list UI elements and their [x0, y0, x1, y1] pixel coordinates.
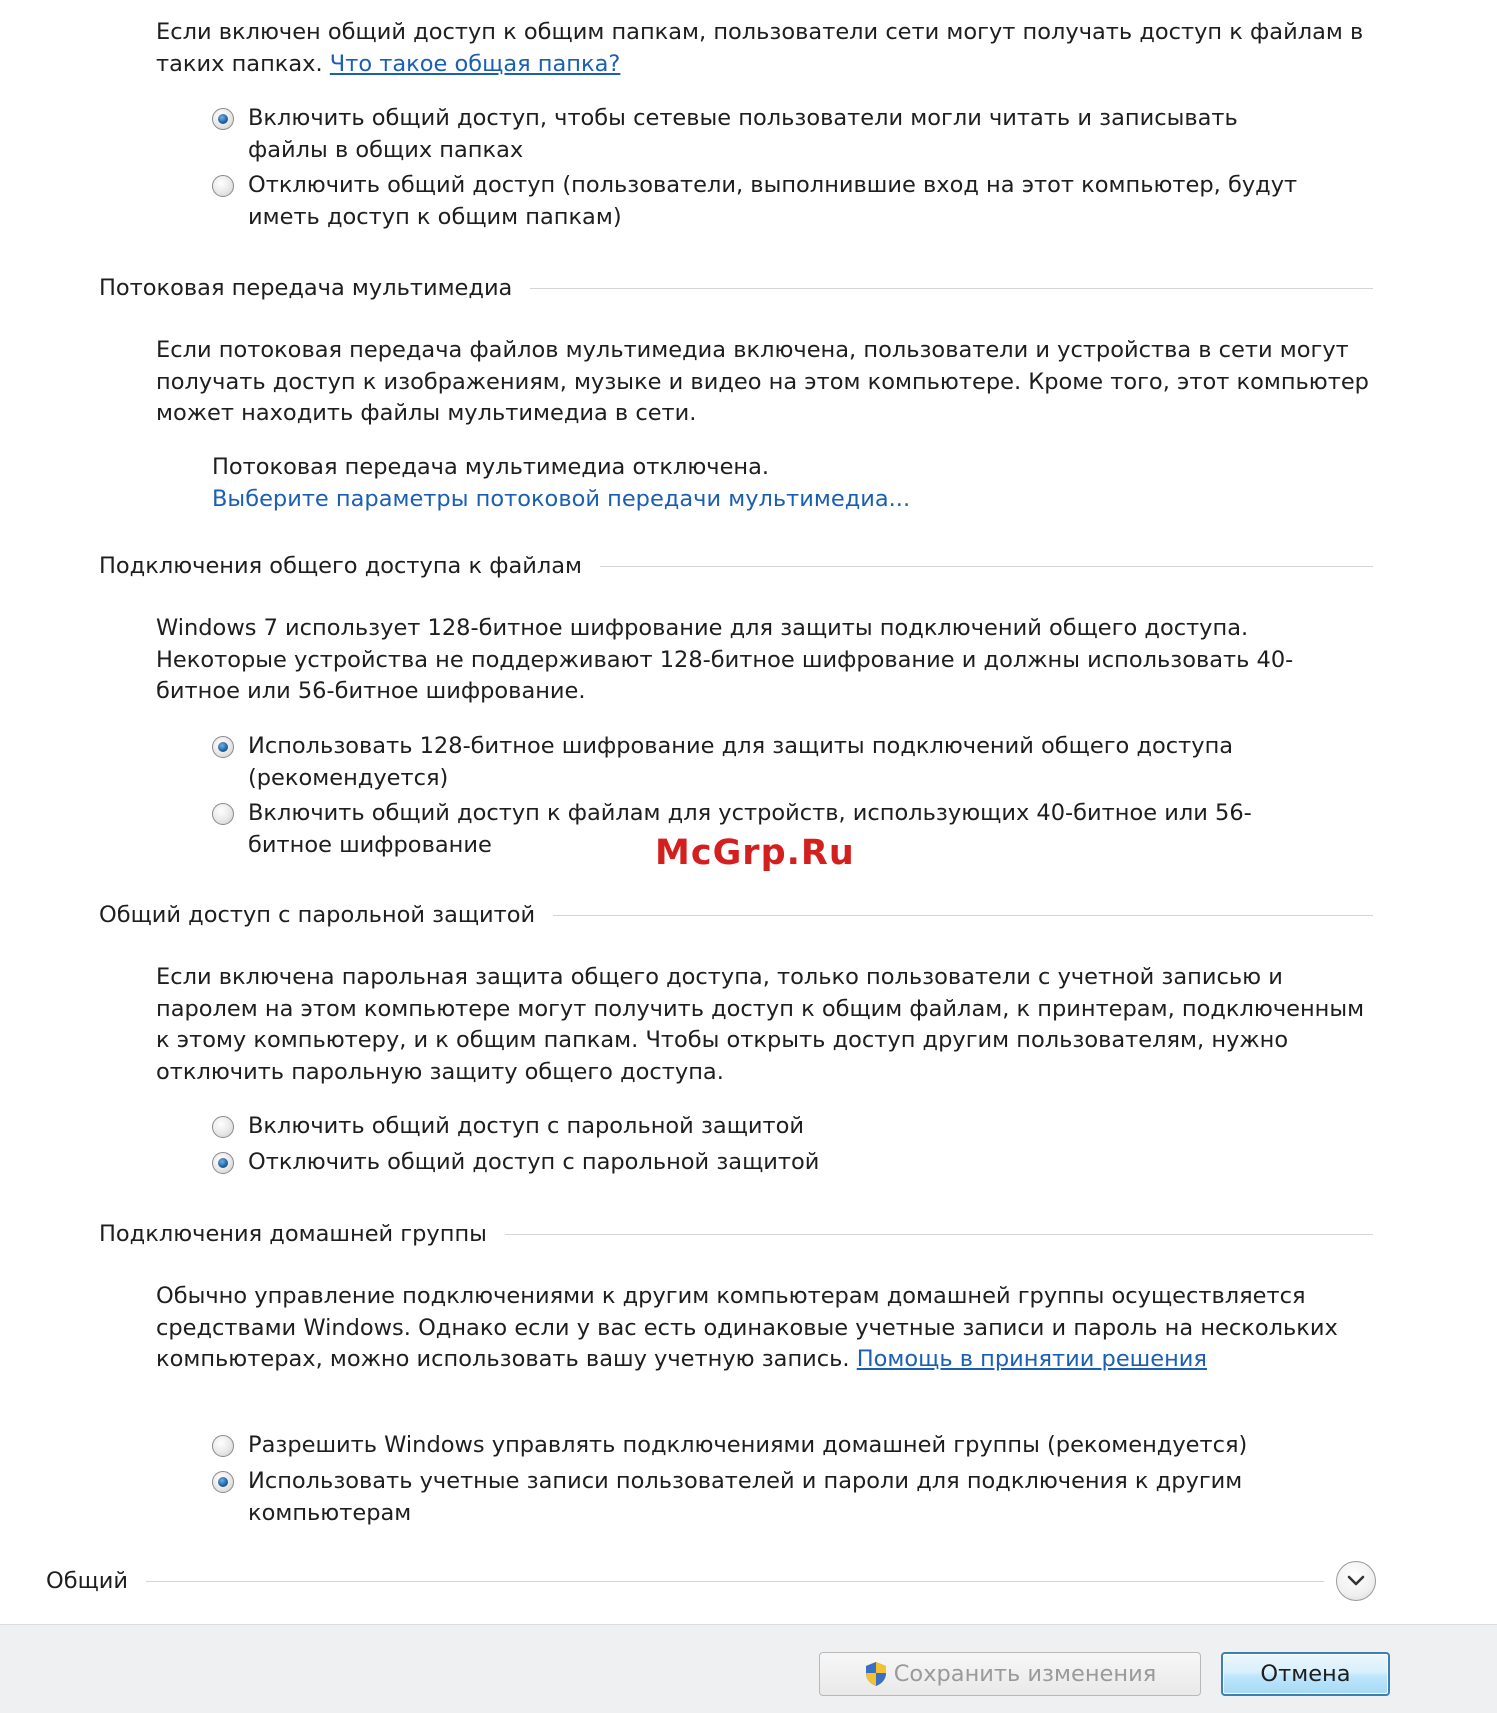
homegroup-windows-managed-radio[interactable] [212, 1435, 234, 1457]
shared-folders-disable-radio[interactable] [212, 175, 234, 197]
shared-folders-disable-label[interactable]: Отключить общий доступ (пользователи, выполнившие вход на этот компьютер, будут иметь доступ к общим папкам) [248, 172, 1298, 230]
footer-bar [0, 1624, 1497, 1713]
encryption-128-radio[interactable] [212, 736, 234, 758]
file-sharing-connections-description: Windows 7 использует 128-битное шифрование для защиты подключений общего доступа. Некоторые устройства не поддерживают 128-битное шифрование и должны использовать 40-битное или 56-битное шифрование. [156, 615, 1294, 704]
homegroup-help-link[interactable]: Помощь в принятии решения [856, 1346, 1207, 1372]
homegroup-user-accounts-option[interactable] [212, 1466, 1322, 1529]
general-section-title[interactable]: Общий [46, 1568, 129, 1594]
encryption-128-label[interactable]: Использовать 128-битное шифрование для защиты подключений общего доступа (рекомендуется) [248, 733, 1234, 791]
section-divider [553, 915, 1373, 916]
homegroup-title: Подключения домашней группы [99, 1221, 487, 1247]
media-streaming-description: Если потоковая передача файлов мультимедиа включена, пользователи и устройства в сети могут получать доступ к изображениям, музыке и видео на этом компьютере. Кроме того, этот компьютер может находить файлы мультимедиа в сети. [156, 337, 1369, 426]
password-protection-off-option[interactable] [212, 1147, 1322, 1179]
save-changes-label[interactable]: Сохранить изменения [893, 1661, 1157, 1687]
shared-folders-description: Если включен общий доступ к общим папкам, пользователи сети могут получать доступ к файлам в таких папках. Что такое общая папка? [156, 19, 1364, 77]
section-divider [146, 1581, 1324, 1582]
homegroup-user-accounts-radio[interactable] [212, 1471, 234, 1493]
homegroup-header [99, 1217, 1373, 1251]
homegroup-description: Обычно управление подключениями к другим компьютерам домашней группы осуществляется средствами Windows. Однако если у вас есть одинаковые учетные записи и пароль на нескольких компьютерах, можно использовать вашу учетную запись. Помощь в принятии решения [156, 1283, 1338, 1372]
shared-folders-disable-option[interactable] [212, 170, 1322, 233]
password-protection-off-radio[interactable] [212, 1152, 234, 1174]
password-protected-description: Если включена парольная защита общего доступа, только пользователи с учетной записью и паролем на этом компьютере могут получить доступ к общим файлам, к принтерам, подключенным к этому компьютеру, и к общим папкам. Чтобы открыть доступ другим пользователям, нужно отключить парольную защиту общего доступа. [156, 964, 1365, 1085]
general-section-header[interactable] [46, 1561, 1376, 1601]
password-protected-title: Общий доступ с парольной защитой [99, 902, 536, 928]
homegroup-windows-managed-option[interactable] [212, 1430, 1322, 1462]
cancel-button[interactable]: Отмена [1221, 1652, 1390, 1696]
media-streaming-options-link[interactable]: Выберите параметры потоковой передачи мультимедиа... [212, 485, 911, 512]
chevron-down-icon[interactable] [1336, 1561, 1376, 1601]
uac-shield-icon [864, 1661, 888, 1687]
password-protected-header [99, 898, 1373, 932]
section-divider [530, 288, 1373, 289]
watermark: McGrp.Ru [655, 833, 855, 873]
homegroup-user-accounts-label[interactable]: Использовать учетные записи пользователей и пароли для подключения к другим компьютерам [248, 1468, 1243, 1526]
file-sharing-connections-title: Подключения общего доступа к файлам [99, 553, 583, 579]
what-is-shared-folder-link[interactable]: Что такое общая папка? [329, 50, 621, 77]
password-protection-off-label[interactable]: Отключить общий доступ с парольной защитой [248, 1149, 820, 1175]
homegroup-windows-managed-label[interactable]: Разрешить Windows управлять подключениями домашней группы (рекомендуется) [248, 1432, 1248, 1458]
save-changes-button[interactable] [819, 1652, 1201, 1696]
password-protection-on-option[interactable] [212, 1111, 1322, 1143]
shared-folders-enable-option[interactable] [212, 103, 1322, 166]
encryption-128-option[interactable] [212, 731, 1322, 794]
file-sharing-connections-header [99, 549, 1373, 583]
shared-folders-enable-label[interactable]: Включить общий доступ, чтобы сетевые пользователи могли читать и записывать файлы в общих папках [248, 105, 1238, 163]
password-protection-on-radio[interactable] [212, 1116, 234, 1138]
section-divider [505, 1234, 1373, 1235]
section-divider [600, 566, 1373, 567]
media-streaming-status-block [212, 452, 910, 515]
media-streaming-status: Потоковая передача мультимедиа отключена. [212, 454, 770, 480]
encryption-40-56-label[interactable]: Включить общий доступ к файлам для устройств, использующих 40-битное или 56-битное шифрование [248, 800, 1252, 858]
shared-folders-enable-radio[interactable] [212, 108, 234, 130]
media-streaming-header [99, 271, 1373, 305]
password-protection-on-label[interactable]: Включить общий доступ с парольной защитой [248, 1113, 805, 1139]
encryption-40-56-radio[interactable] [212, 803, 234, 825]
media-streaming-title: Потоковая передача мультимедиа [99, 275, 513, 301]
